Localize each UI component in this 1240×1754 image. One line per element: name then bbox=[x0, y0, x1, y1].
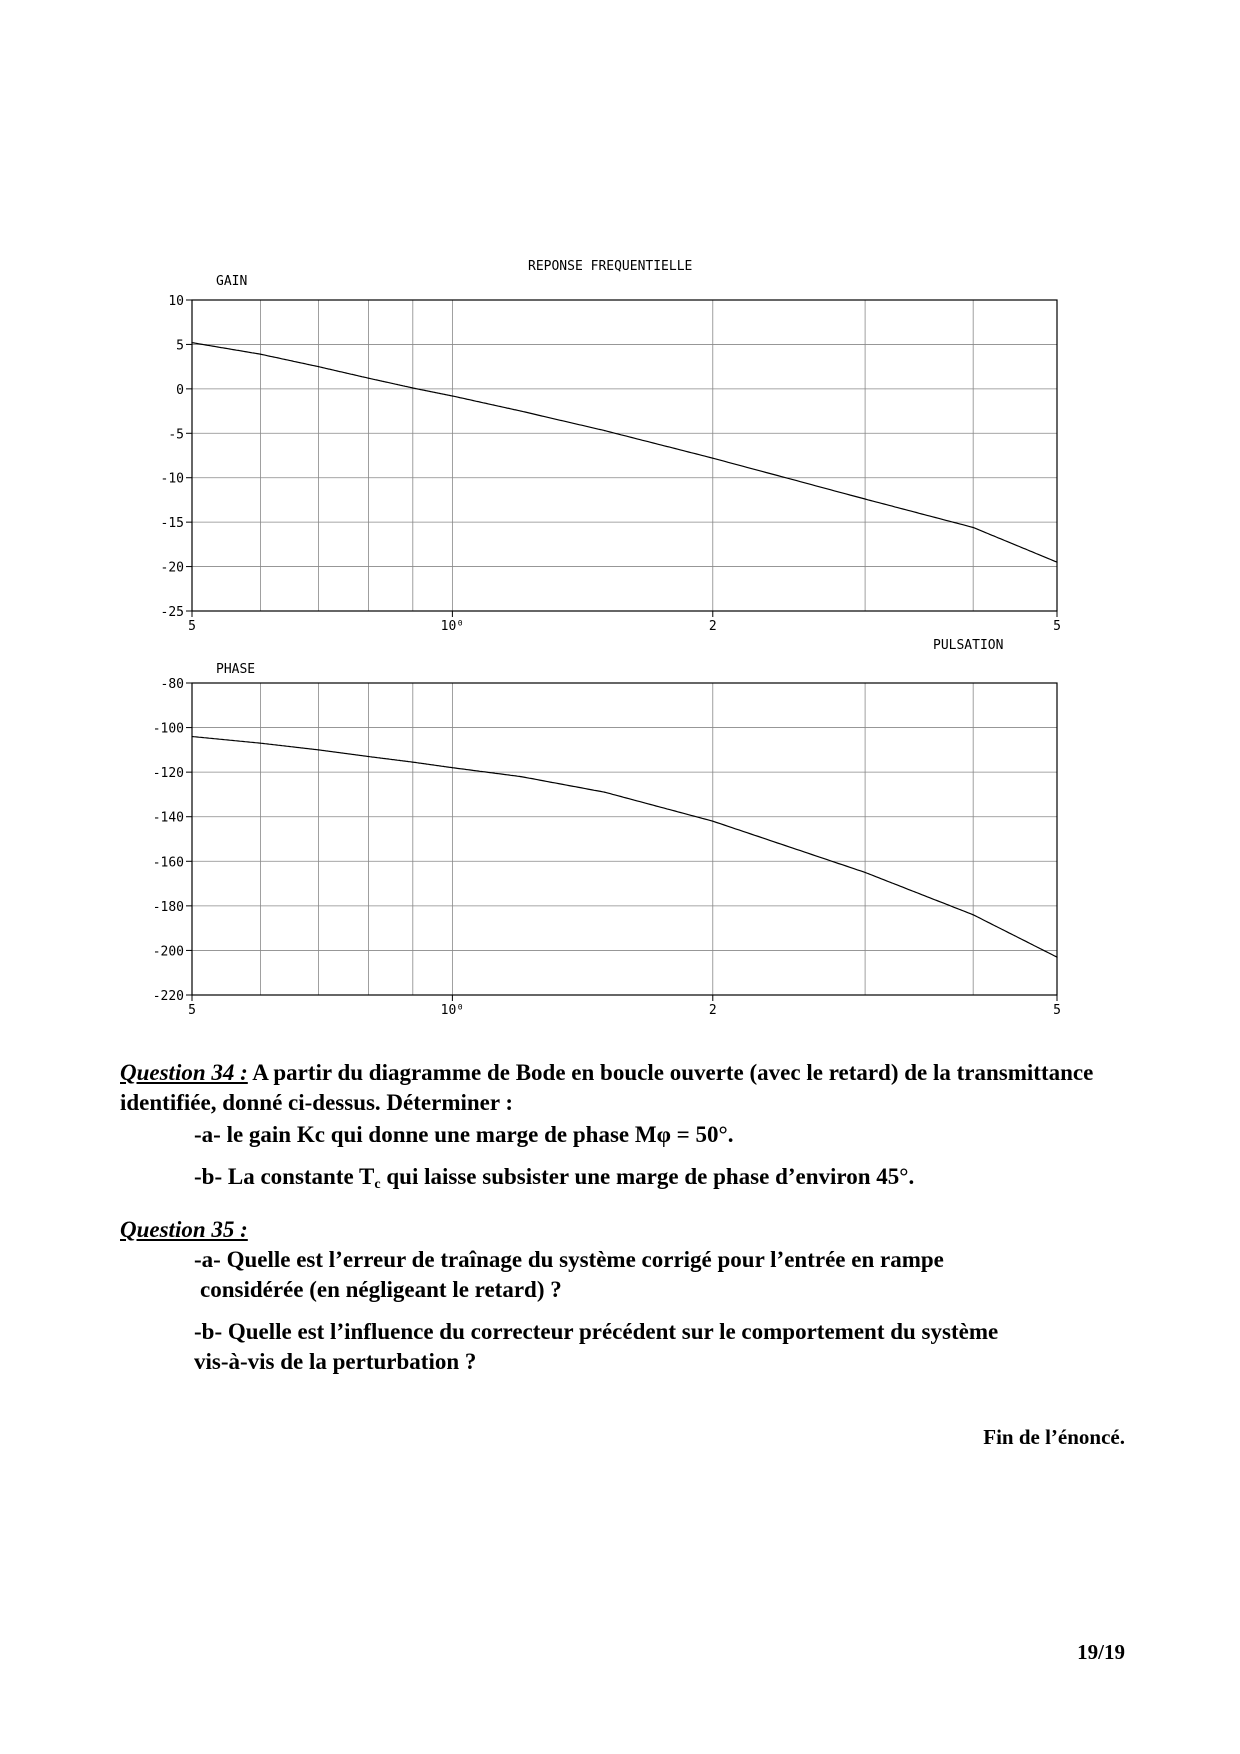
x-tick-label: 10⁰ bbox=[440, 619, 465, 634]
series-line bbox=[192, 343, 1057, 562]
x-tick-label: 5 bbox=[188, 619, 196, 634]
question-34-label: Question 34 : bbox=[120, 1060, 248, 1085]
data-point bbox=[865, 498, 866, 499]
data-point bbox=[368, 756, 369, 757]
question-34 bbox=[120, 1058, 1140, 1200]
data-point bbox=[412, 387, 413, 388]
y-tick-label: -80 bbox=[160, 677, 184, 692]
data-point bbox=[520, 410, 521, 411]
data-point bbox=[412, 762, 413, 763]
question-35-b-line2: vis-à-vis de la perturbation ? bbox=[194, 1349, 477, 1374]
question-34-b-pre: -b- La constante T bbox=[194, 1164, 375, 1189]
data-point bbox=[318, 749, 319, 750]
data-point bbox=[318, 366, 319, 367]
y-tick-label: 5 bbox=[176, 338, 184, 354]
data-point bbox=[712, 458, 713, 459]
x-tick-label: 5 bbox=[1053, 1003, 1061, 1018]
plot-frame bbox=[192, 683, 1057, 995]
x-tick-label: 5 bbox=[1053, 619, 1061, 634]
question-34-b-post: qui laisse subsister une marge de phase d’environ 45°. bbox=[380, 1164, 915, 1189]
pulsation-label: PULSATION bbox=[933, 638, 1004, 653]
y-tick-label: -100 bbox=[152, 721, 184, 737]
question-35-a-line2: considérée (en négligeant le retard) ? bbox=[200, 1277, 562, 1302]
y-tick-label: -20 bbox=[160, 560, 184, 576]
data-point bbox=[368, 378, 369, 379]
data-point bbox=[520, 776, 521, 777]
data-point bbox=[1056, 957, 1057, 958]
page-number: 19/19 bbox=[1077, 1640, 1125, 1664]
data-point bbox=[452, 767, 453, 768]
y-tick-label: -220 bbox=[152, 989, 184, 1004]
x-tick-label: 10⁰ bbox=[440, 1003, 465, 1018]
data-point bbox=[452, 395, 453, 396]
data-point bbox=[260, 743, 261, 744]
phase-plot bbox=[153, 677, 1061, 1018]
y-tick-label: -140 bbox=[152, 810, 184, 826]
y-tick-label: -120 bbox=[152, 766, 184, 782]
phase-label: PHASE bbox=[216, 662, 256, 677]
data-point bbox=[191, 736, 192, 737]
data-point bbox=[712, 821, 713, 822]
y-tick-label: 10 bbox=[168, 294, 184, 309]
data-point bbox=[604, 430, 605, 431]
y-tick-label: -180 bbox=[152, 899, 184, 915]
question-34-b bbox=[194, 1162, 1140, 1200]
question-35-b-line1: -b- Quelle est l’influence du correcteur précédent sur le comportement du système bbox=[194, 1319, 999, 1344]
chart-title: REPONSE FREQUENTIELLE bbox=[528, 259, 693, 274]
question-35-a-line1: -a- Quelle est l’erreur de traînage du système corrigé pour l’entrée en rampe bbox=[194, 1247, 944, 1272]
data-point bbox=[865, 872, 866, 873]
question-35 bbox=[120, 1215, 1140, 1377]
data-point bbox=[973, 527, 974, 528]
y-tick-label: -25 bbox=[160, 605, 184, 620]
data-point bbox=[1056, 562, 1057, 563]
gain-label: GAIN bbox=[216, 274, 248, 289]
y-tick-label: -15 bbox=[160, 516, 184, 532]
data-point bbox=[191, 342, 192, 343]
gain-plot bbox=[161, 294, 1061, 634]
plot-frame bbox=[192, 300, 1057, 611]
x-tick-label: 2 bbox=[708, 1003, 717, 1018]
y-tick-label: -5 bbox=[168, 427, 184, 443]
y-tick-label: 0 bbox=[176, 382, 184, 398]
x-tick-label: 5 bbox=[188, 1003, 196, 1018]
end-of-statement: Fin de l’énoncé. bbox=[983, 1425, 1125, 1449]
question-34-a: -a- le gain Kc qui donne une marge de phase Mφ = 50°. bbox=[194, 1122, 734, 1147]
x-tick-label: 2 bbox=[708, 619, 717, 634]
question-34-text: A partir du diagramme de Bode en boucle ouverte (avec le retard) de la transmittance identifiée, donné ci-dessus. Déterminer : bbox=[120, 1060, 1094, 1115]
series-line bbox=[192, 737, 1057, 958]
question-35-label: Question 35 : bbox=[120, 1217, 248, 1242]
y-tick-label: -160 bbox=[152, 855, 184, 871]
question-34-b-sub: c bbox=[374, 1177, 381, 1192]
data-point bbox=[604, 792, 605, 793]
data-point bbox=[260, 354, 261, 355]
data-point bbox=[973, 914, 974, 915]
y-tick-label: -200 bbox=[152, 944, 184, 960]
y-tick-label: -10 bbox=[160, 471, 184, 487]
